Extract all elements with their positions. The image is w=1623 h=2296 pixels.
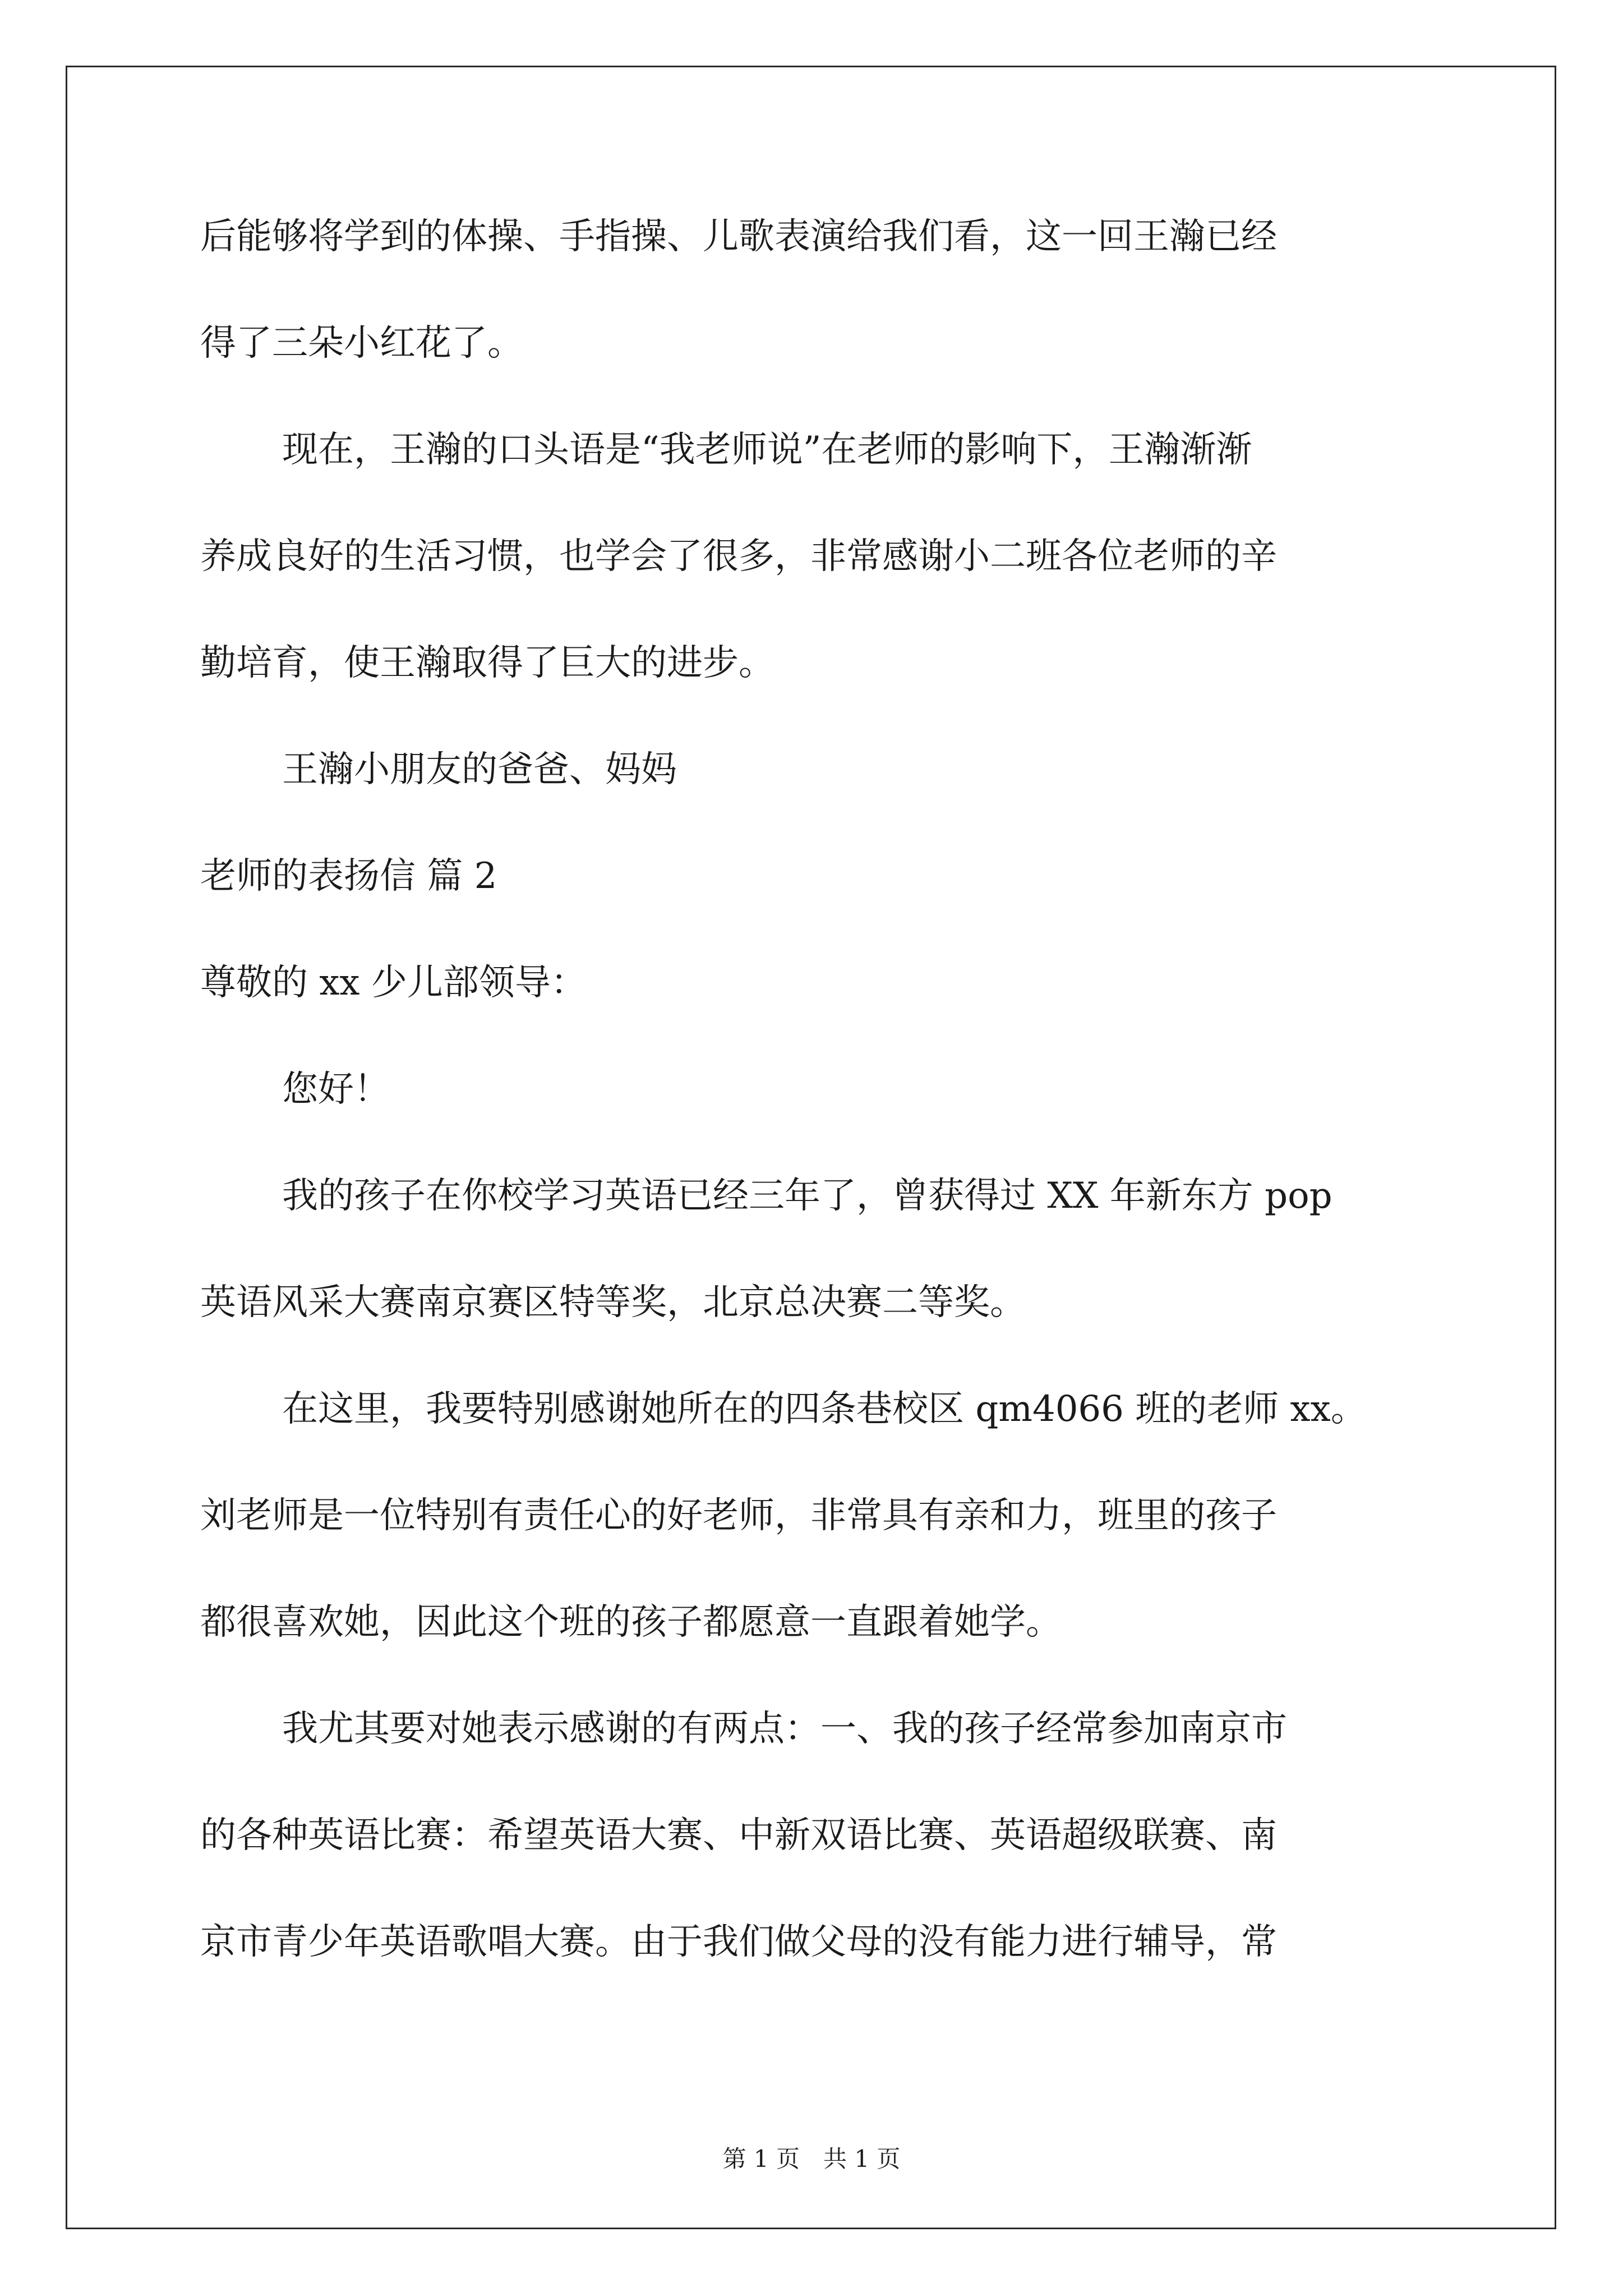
text-line: 得了三朵小红花了。 [200,323,523,364]
text-line: 勤培育，使王瀚取得了巨大的进步。 [200,642,774,684]
page-border [66,66,1556,2229]
text-line: 英语风采大赛南京赛区特等奖，北京总决赛二等奖。 [200,1282,1026,1323]
section-heading: 老师的表扬信 篇 2 [200,855,497,897]
text-line: 都很喜欢她，因此这个班的孩子都愿意一直跟着她学。 [200,1602,1062,1643]
text-line: 现在，王瀚的口头语是“我老师说”在老师的影响下，王瀚渐渐 [282,429,1252,471]
text-line: 后能够将学到的体操、手指操、儿歌表演给我们看，这一回王瀚已经 [200,216,1277,257]
text-line: 我尤其要对她表示感谢的有两点：一、我的孩子经常参加南京市 [282,1708,1287,1750]
text-line: 养成良好的生活习惯，也学会了很多，非常感谢小二班各位老师的辛 [200,536,1277,577]
text-line: 的各种英语比赛：希望英语大赛、中新双语比赛、英语超级联赛、南 [200,1815,1277,1856]
greeting: 您好！ [282,1069,390,1110]
text-line: 京市青少年英语歌唱大赛。由于我们做父母的没有能力进行辅导，常 [200,1921,1277,1963]
text-line: 在这里，我要特别感谢她所在的四条巷校区 qm4066 班的老师 xx。 [282,1388,1367,1430]
salutation: 尊敬的 xx 少儿部领导： [200,962,587,1004]
signature-line: 王瀚小朋友的爸爸、妈妈 [282,749,677,790]
text-line: 刘老师是一位特别有责任心的好老师，非常具有亲和力，班里的孩子 [200,1495,1277,1536]
page-number: 第 1 页 共 1 页 [722,2145,901,2173]
text-line: 我的孩子在你校学习英语已经三年了，曾获得过 XX 年新东方 pop [282,1175,1332,1217]
